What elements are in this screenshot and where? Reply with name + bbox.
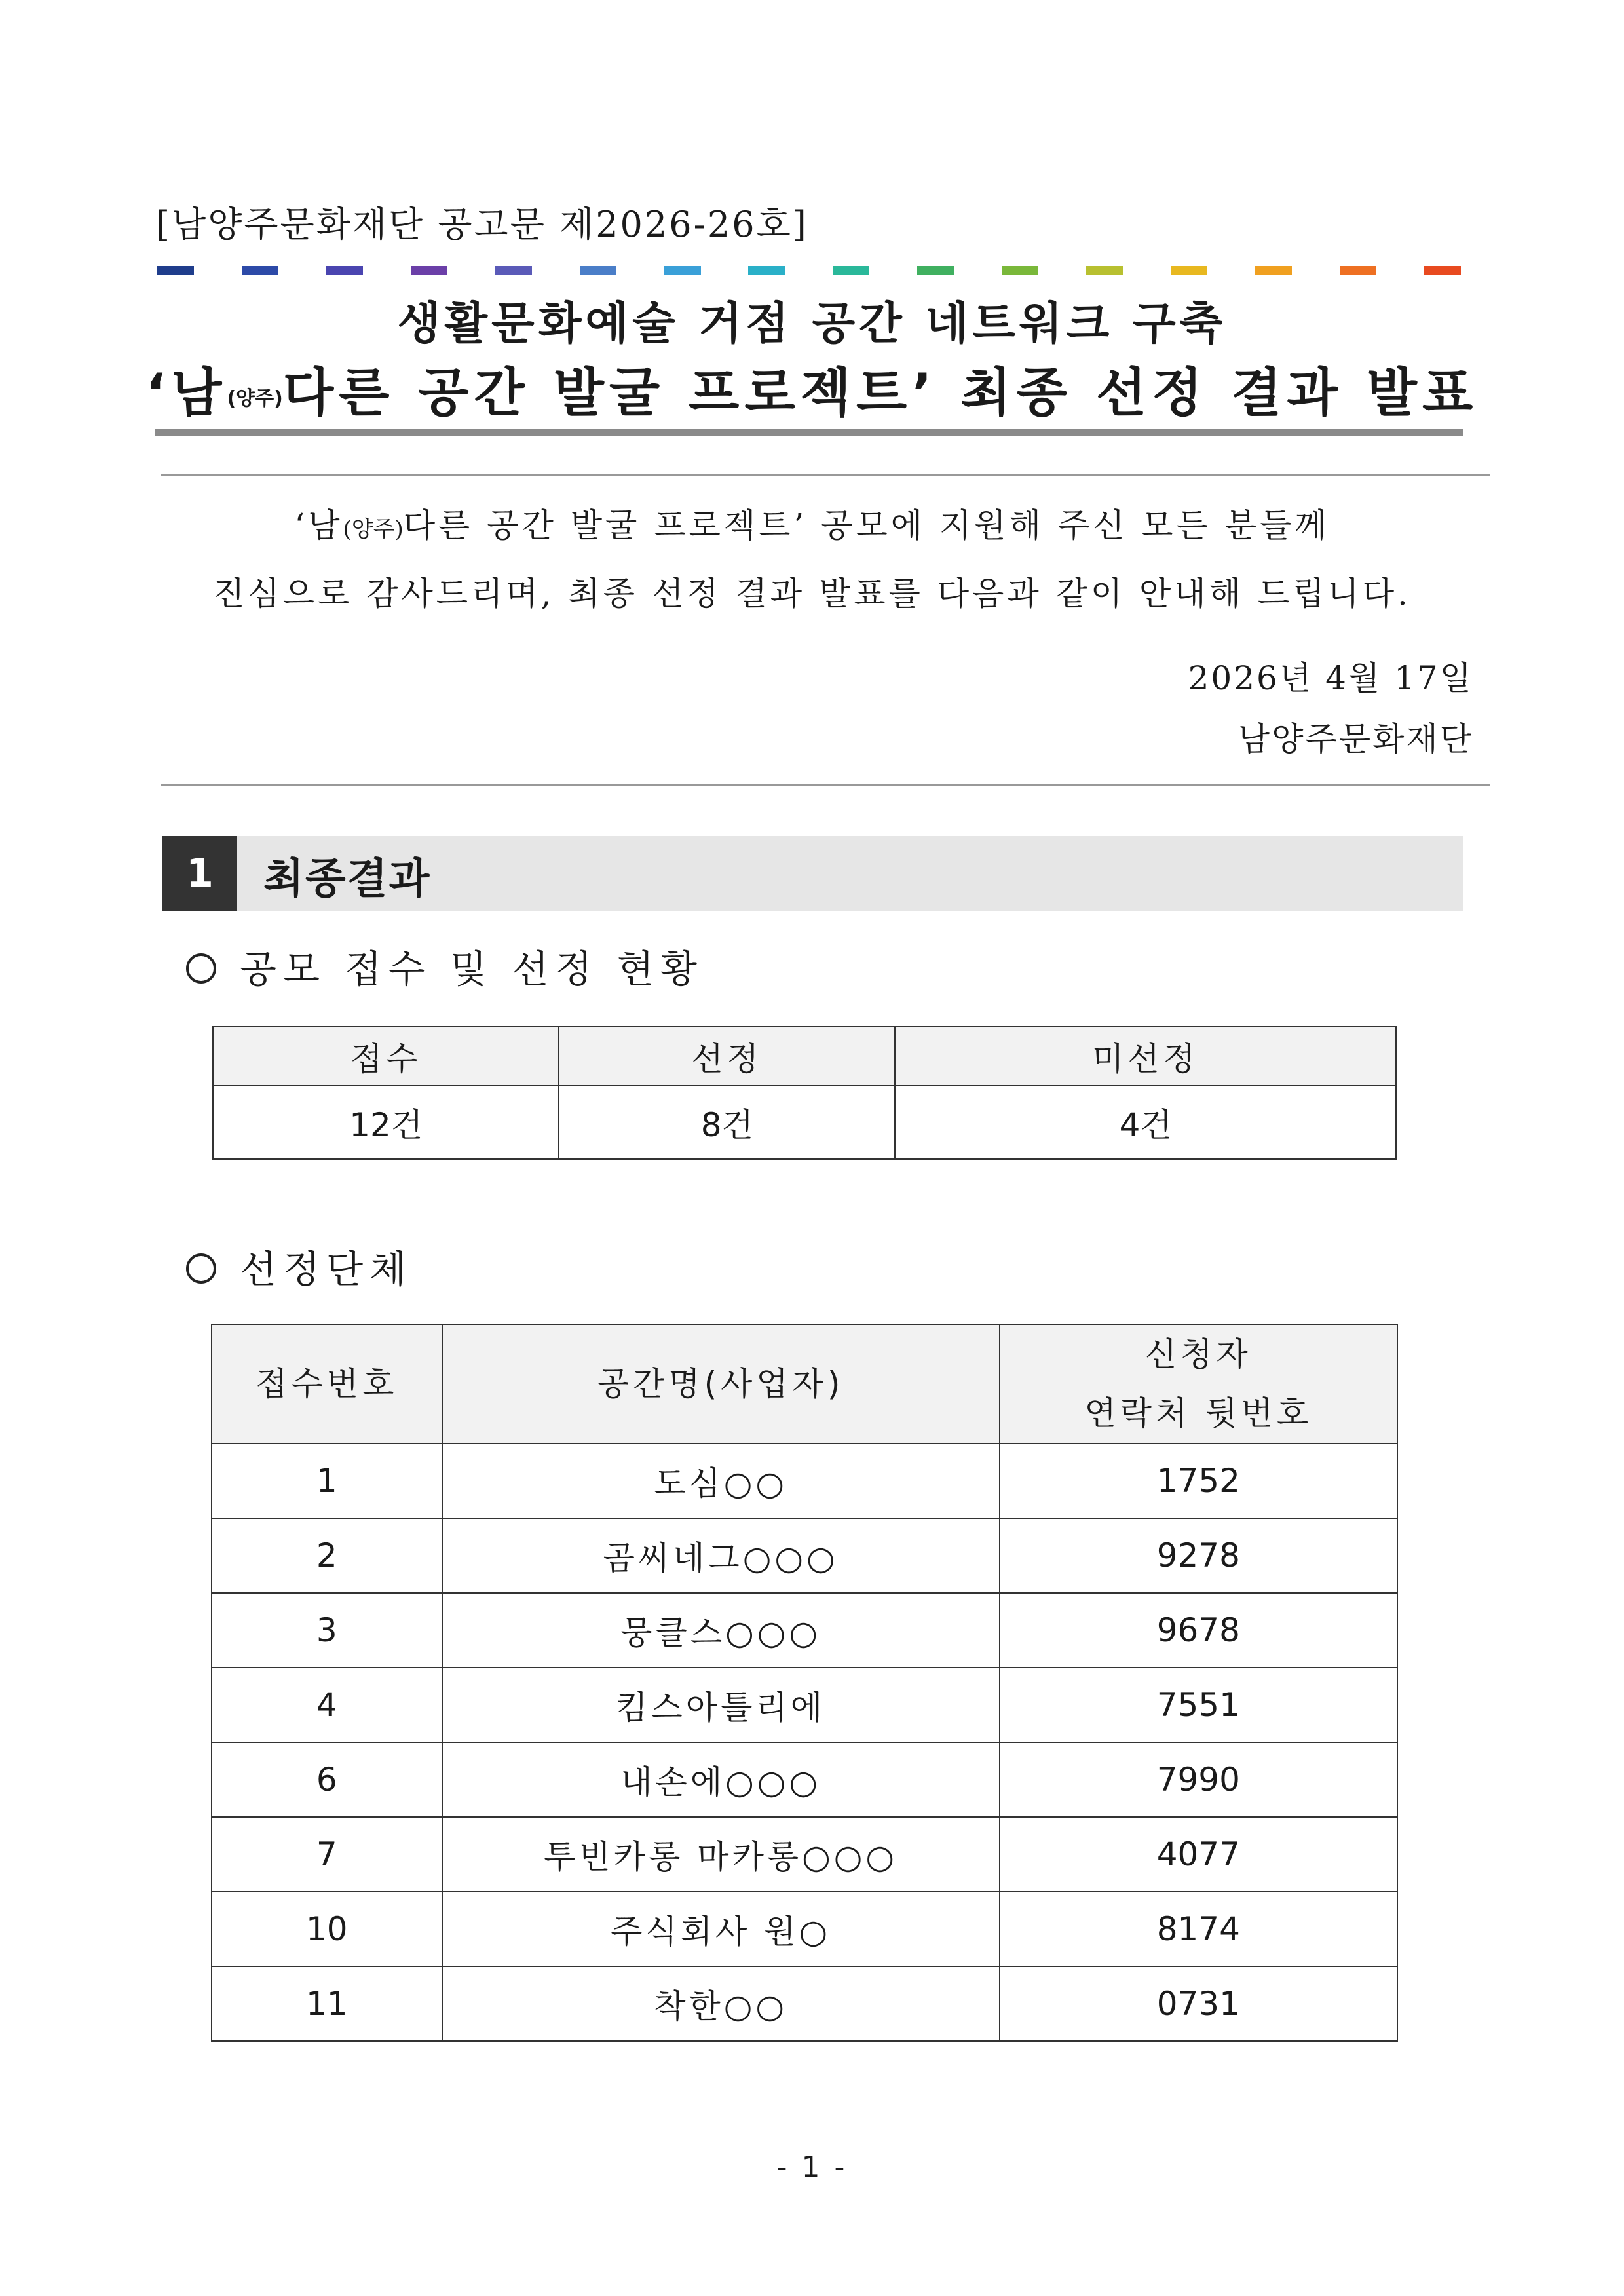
receipt-number: 3 bbox=[212, 1593, 442, 1668]
title-line-1: 생활문화예술 거점 공간 네트워크 구축 bbox=[397, 298, 1227, 350]
organization-name: 남양주문화재단 bbox=[1237, 720, 1473, 758]
rainbow-dash bbox=[664, 266, 701, 275]
space-name: 착한○○ bbox=[442, 1966, 1000, 2041]
header-contact bbox=[1000, 1324, 1397, 1444]
table-row bbox=[212, 1817, 1397, 1892]
rainbow-dash bbox=[1340, 266, 1376, 275]
space-name: 주식회사 원○ bbox=[442, 1892, 1000, 1966]
intro-line-1-small: (양주) bbox=[343, 516, 404, 543]
rainbow-dash bbox=[917, 266, 954, 275]
rainbow-dash bbox=[1171, 266, 1207, 275]
title-line-2-rest: 다른 공간 발굴 프로젝트’ 최종 선정 결과 발표 bbox=[282, 362, 1479, 423]
rainbow-dash bbox=[1424, 266, 1461, 275]
table-row bbox=[212, 1444, 1397, 1518]
title-line-2-small: (양주) bbox=[227, 387, 283, 411]
page-number: - 1 - bbox=[776, 2151, 848, 2184]
header-contact-line-1: 신청자 bbox=[1144, 1335, 1252, 1373]
table-row bbox=[212, 1966, 1397, 2041]
space-name: 내손에○○○ bbox=[442, 1742, 1000, 1817]
circle-bullet-icon bbox=[186, 953, 216, 984]
table-row bbox=[212, 1518, 1397, 1593]
section-title: 최종결과 bbox=[263, 855, 431, 904]
table-row bbox=[212, 1593, 1397, 1668]
space-name: 뭉클스○○○ bbox=[442, 1593, 1000, 1668]
space-name: 킴스아틀리에 bbox=[442, 1668, 1000, 1742]
rainbow-dash bbox=[411, 266, 447, 275]
receipt-number: 6 bbox=[212, 1742, 442, 1817]
intro-top-rule bbox=[161, 474, 1490, 476]
header-not-selected: 미선정 bbox=[895, 1027, 1396, 1086]
table-row bbox=[213, 1086, 1396, 1159]
contact-digits: 7551 bbox=[1000, 1668, 1397, 1742]
rainbow-divider bbox=[157, 266, 1461, 275]
subsection-heading-status bbox=[186, 938, 704, 993]
contact-digits: 4077 bbox=[1000, 1817, 1397, 1892]
table-header-row bbox=[213, 1027, 1396, 1086]
receipt-number: 10 bbox=[212, 1892, 442, 1966]
space-name: 투빈카롱 마카롱○○○ bbox=[442, 1817, 1000, 1892]
header-receipt-number: 접수번호 bbox=[212, 1324, 442, 1444]
section-number: 1 bbox=[162, 836, 237, 911]
rainbow-dash bbox=[748, 266, 785, 275]
subsection-title: 공모 접수 및 선정 현황 bbox=[240, 947, 704, 991]
receipt-number: 4 bbox=[212, 1668, 442, 1742]
contact-digits: 0731 bbox=[1000, 1966, 1397, 2041]
table-row bbox=[212, 1668, 1397, 1742]
header-received: 접수 bbox=[213, 1027, 559, 1086]
intro-line-1-open: ‘남 bbox=[294, 507, 343, 545]
intro-line-1-rest: 다른 공간 발굴 프로젝트’ 공모에 지원해 주신 모든 분들께 bbox=[403, 507, 1330, 545]
value-not-selected: 4건 bbox=[895, 1086, 1396, 1159]
intro-line-1 bbox=[0, 499, 1624, 546]
header-contact-line-2: 연락처 뒷번호 bbox=[1084, 1394, 1313, 1432]
selected-groups-table bbox=[211, 1324, 1398, 2042]
title-underline bbox=[155, 429, 1463, 436]
contact-digits: 8174 bbox=[1000, 1892, 1397, 1966]
space-name: 도심○○ bbox=[442, 1444, 1000, 1518]
notice-number: [남양주문화재단 공고문 제2026-26호] bbox=[156, 204, 808, 245]
rainbow-dash bbox=[157, 266, 194, 275]
intro-line-2: 진심으로 감사드리며, 최종 선정 결과 발표를 다음과 같이 안내해 드립니다. bbox=[213, 575, 1411, 613]
status-table bbox=[212, 1026, 1397, 1160]
rainbow-dash bbox=[1255, 266, 1292, 275]
value-received: 12건 bbox=[213, 1086, 559, 1159]
value-selected: 8건 bbox=[559, 1086, 895, 1159]
header-selected: 선정 bbox=[559, 1027, 895, 1086]
contact-digits: 7990 bbox=[1000, 1742, 1397, 1817]
rainbow-dash bbox=[1002, 266, 1038, 275]
header-space-name: 공간명(사업자) bbox=[442, 1324, 1000, 1444]
contact-digits: 9678 bbox=[1000, 1593, 1397, 1668]
receipt-number: 7 bbox=[212, 1817, 442, 1892]
announcement-date: 2026년 4월 17일 bbox=[1188, 659, 1473, 697]
receipt-number: 1 bbox=[212, 1444, 442, 1518]
rainbow-dash bbox=[495, 266, 532, 275]
table-row bbox=[212, 1742, 1397, 1817]
subsection-title: 선정단체 bbox=[240, 1247, 413, 1292]
table-row bbox=[212, 1892, 1397, 1966]
space-name: 곰씨네그○○○ bbox=[442, 1518, 1000, 1593]
title-line-2 bbox=[0, 351, 1624, 426]
title-line-2-open: ‘남 bbox=[145, 362, 227, 423]
rainbow-dash bbox=[242, 266, 278, 275]
rainbow-dash bbox=[326, 266, 363, 275]
contact-digits: 1752 bbox=[1000, 1444, 1397, 1518]
receipt-number: 11 bbox=[212, 1966, 442, 2041]
rainbow-dash bbox=[580, 266, 616, 275]
receipt-number: 2 bbox=[212, 1518, 442, 1593]
circle-bullet-icon bbox=[186, 1253, 216, 1284]
subsection-heading-groups bbox=[186, 1238, 413, 1293]
rainbow-dash bbox=[833, 266, 869, 275]
intro-bottom-rule bbox=[161, 784, 1490, 786]
rainbow-dash bbox=[1086, 266, 1123, 275]
contact-digits: 9278 bbox=[1000, 1518, 1397, 1593]
table-header-row bbox=[212, 1324, 1397, 1444]
